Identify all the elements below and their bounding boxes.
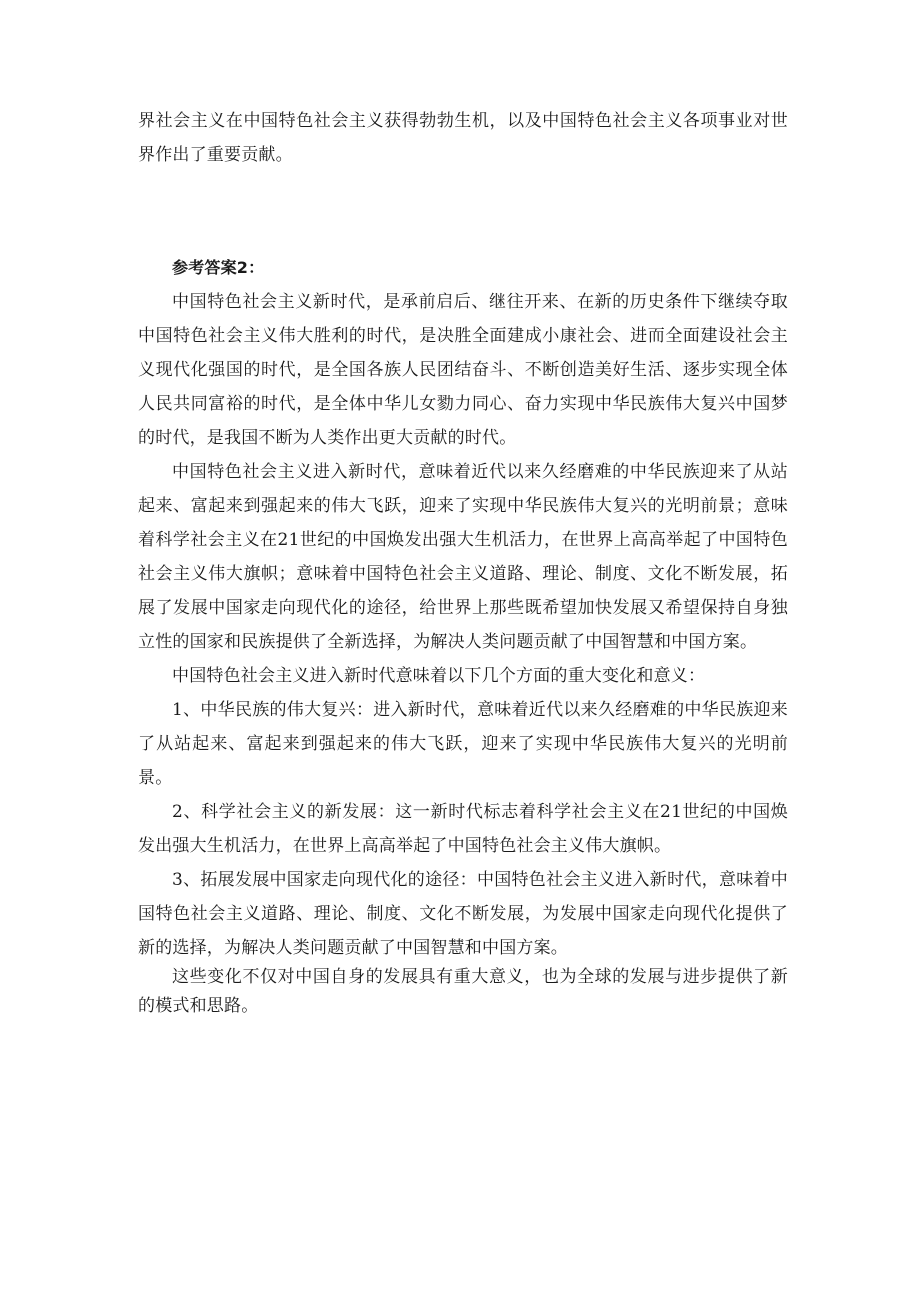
body-paragraph: 中国特色社会主义进入新时代，意味着近代以来久经磨难的中华民族迎来了从站起来、富起来到强起来的伟大飞跃，迎来了实现中华民族伟大复兴的光明前景；意味着科学社会主义在21世纪的中国焕发出强大生机活力，在世界上高高举起了中国特色社会主义伟大旗帜；意味着中国特色社会主义道路、理论、制度、文化不断发展，拓展了发展中国家走向现代化的途径，给世界上那些既希望加快发展又希望保持自身独立性的国家和民族提供了全新选择，为解决人类问题贡献了中国智慧和中国方案。 — [138, 462, 788, 652]
closing-paragraph: 这些变化不仅对中国自身的发展具有重大意义，也为全球的发展与进步提供了新的模式和思路。 — [138, 967, 788, 1016]
body-paragraph: 中国特色社会主义新时代，是承前启后、继往开来、在新的历史条件下继续夺取中国特色社会主义伟大胜利的时代，是决胜全面建成小康社会、进而全面建设社会主义现代化强国的时代，是全国各族人民团结奋斗、不断创造美好生活、逐步实现全体人民共同富裕的时代，是全体中华儿女勠力同心、奋力实现中华民族伟大复兴中国梦的时代，是我国不断为人类作出更大贡献的时代。 — [138, 292, 788, 448]
answer-2-section — [138, 251, 788, 1021]
previous-answer-continuation — [138, 104, 788, 172]
answer-heading: 参考答案2： — [172, 258, 265, 277]
list-item: 3、拓展发展中国家走向现代化的途径：中国特色社会主义进入新时代，意味着中国特色社会主义道路、理论、制度、文化不断发展，为发展中国家走向现代化提供了新的选择，为解决人类问题贡献了中国智慧和中国方案。 — [138, 870, 788, 958]
list-item: 2、科学社会主义的新发展：这一新时代标志着科学社会主义在21世纪的中国焕发出强大生机活力，在世界上高高举起了中国特色社会主义伟大旗帜。 — [138, 802, 788, 856]
list-item: 1、中华民族的伟大复兴：进入新时代，意味着近代以来久经磨难的中华民族迎来了从站起来、富起来到强起来的伟大飞跃，迎来了实现中华民族伟大复兴的光明前景。 — [138, 700, 788, 788]
continuation-paragraph: 界社会主义在中国特色社会主义获得勃勃生机，以及中国特色社会主义各项事业对世界作出了重要贡献。 — [138, 111, 788, 165]
body-paragraph: 中国特色社会主义进入新时代意味着以下几个方面的重大变化和意义： — [172, 666, 706, 686]
